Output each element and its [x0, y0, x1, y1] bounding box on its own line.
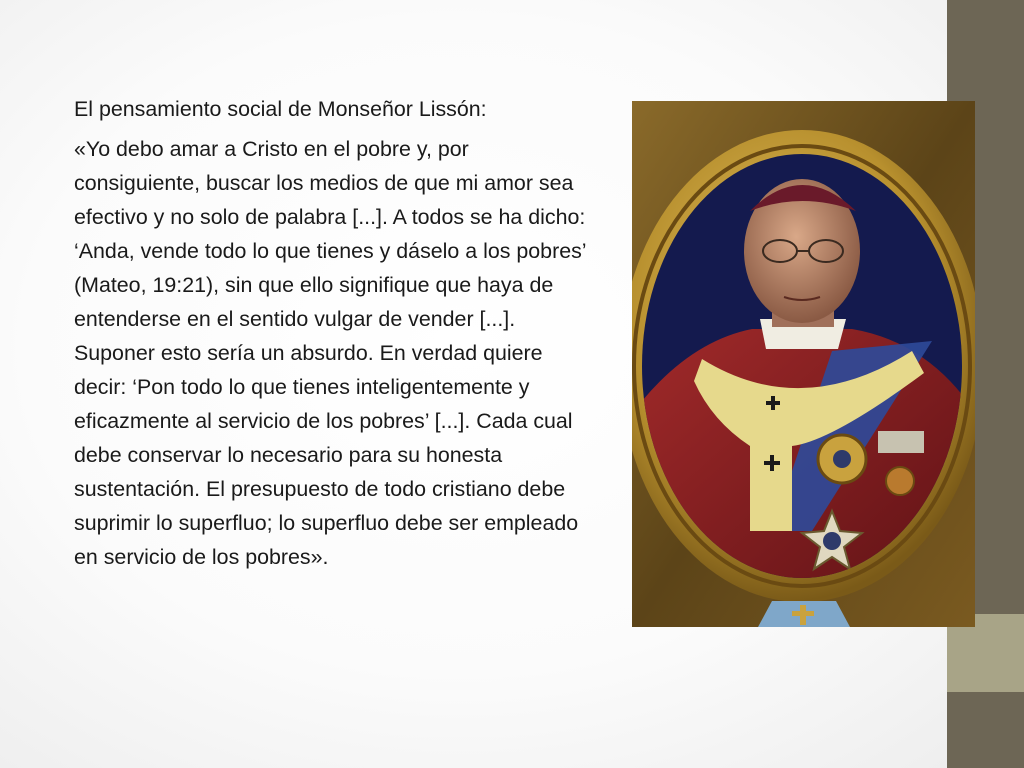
slide-heading: El pensamiento social de Monseñor Lissón:	[74, 97, 487, 121]
portrait-image	[632, 101, 975, 627]
text-block	[74, 92, 589, 574]
quote-text: «Yo debo amar a Cristo en el pobre y, por consiguiente, buscar los medios de que mi amor sea efectivo y no solo de palabra [...]. A todos se ha dicho: ‘Anda, vende todo lo que tienes y dáselo a los pobres’ (Mateo, 19:21), sin que ello signifique que haya de entenderse en el sentido vulgar de vender [...]. Suponer esto sería un absurdo. En verdad quiere decir: ‘Pon todo lo que tienes inteligentemente y eficazmente al servicio de los pobres’ [...]. Cada cual debe conservar lo necesario para su honesta sustentación. El presupuesto de todo cristiano debe suprimir lo superfluo; lo superfluo debe ser empleado en servicio de los pobres».	[74, 137, 586, 569]
